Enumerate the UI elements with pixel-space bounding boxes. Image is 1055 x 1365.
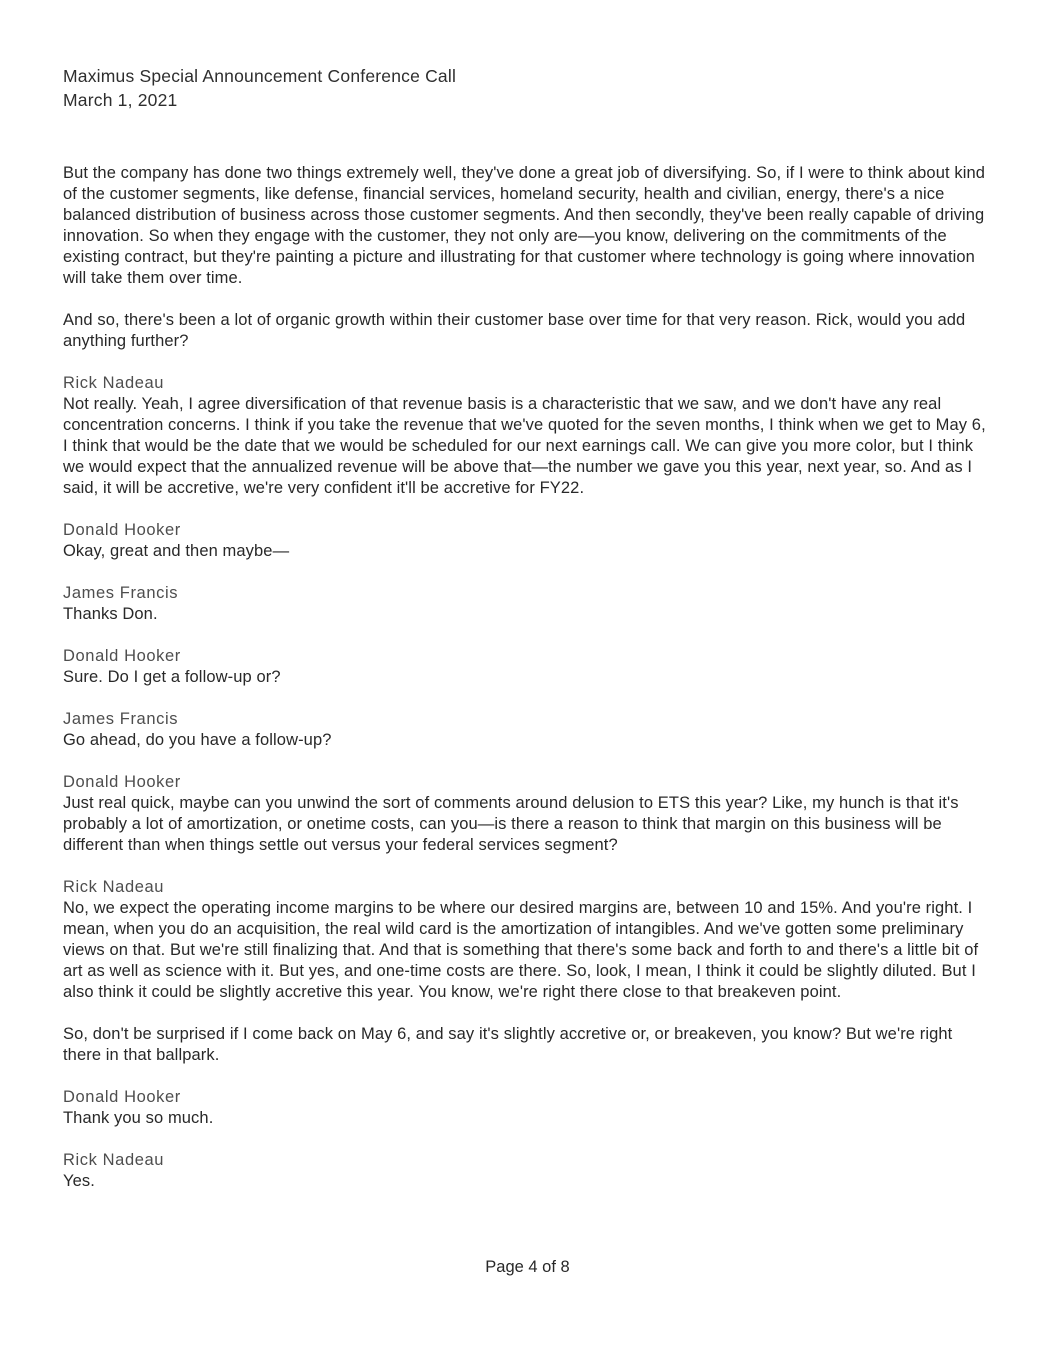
transcript-block xyxy=(63,646,992,688)
speech-paragraph: Okay, great and then maybe— xyxy=(63,542,290,560)
speech-paragraph: Thank you so much. xyxy=(63,1109,214,1127)
speech-paragraph: Yes. xyxy=(63,1172,95,1190)
transcript-block xyxy=(63,1087,992,1129)
speaker-name: Donald Hooker xyxy=(63,773,181,791)
speaker-name: Rick Nadeau xyxy=(63,374,165,392)
speaker-name: James Francis xyxy=(63,584,179,602)
speaker-name: Rick Nadeau xyxy=(63,878,165,896)
speech-paragraph: Thanks Don. xyxy=(63,605,158,623)
transcript-block xyxy=(63,772,992,856)
speaker-name: James Francis xyxy=(63,710,179,728)
speaker-name: Donald Hooker xyxy=(63,1088,181,1106)
speech-paragraph: Sure. Do I get a follow-up or? xyxy=(63,668,281,686)
transcript-block xyxy=(63,1150,992,1192)
speaker-name: Donald Hooker xyxy=(63,521,181,539)
document-title: Maximus Special Announcement Conference Call xyxy=(63,66,457,86)
document-header xyxy=(63,64,993,112)
speech-paragraph: So, don't be surprised if I come back on May 6, and say it's slightly accretive or, or breakeven, you know? But we're right there in that ballpark. xyxy=(63,1025,953,1064)
speech-paragraph: Go ahead, do you have a follow-up? xyxy=(63,731,332,749)
speech-paragraph: No, we expect the operating income margins to be where our desired margins are, between 10 and 15%. And you're right. I mean, when you do an acquisition, the real wild card is the amortization of intangibles. And we've gotten some preliminary views on that. But we're still finalizing that. And that is something that there's some back and forth to and there's a little bit of art as well as science with it. But yes, and one-time costs are there. So, look, I mean, I think it could be slightly diluted. But I also think it could be slightly accretive this year. You know, we're right there close to that breakeven point. xyxy=(63,899,979,1001)
speech-paragraph: And so, there's been a lot of organic growth within their customer base over time for that very reason. Rick, would you add anything further? xyxy=(63,311,966,350)
transcript-block xyxy=(63,520,992,562)
transcript-block xyxy=(63,373,992,499)
page-number: Page 4 of 8 xyxy=(485,1258,570,1276)
transcript-block xyxy=(63,877,992,1003)
transcript-block xyxy=(63,163,992,289)
transcript-block xyxy=(63,1024,992,1066)
speech-paragraph: Just real quick, maybe can you unwind the sort of comments around delusion to ETS this year? Like, my hunch is that it's probably a lot of amortization, or onetime costs, can you—is there a reason to think that margin on this business will be different than when things settle out versus your federal services segment? xyxy=(63,794,959,854)
speech-paragraph: But the company has done two things extremely well, they've done a great job of diversifying. So, if I were to think about kind of the customer segments, like defense, financial services, homeland security, health and civilian, energy, there's a nice balanced distribution of business across those customer segments. And then secondly, they've been really capable of driving innovation. So when they engage with the customer, they not only are—you know, delivering on the commitments of the existing contract, but they're painting a picture and illustrating for that customer where technology is going where innovation will take them over time. xyxy=(63,164,986,287)
speaker-name: Donald Hooker xyxy=(63,647,181,665)
transcript-block xyxy=(63,709,992,751)
document-date: March 1, 2021 xyxy=(63,90,178,110)
transcript-body xyxy=(63,163,992,1192)
transcript-block xyxy=(63,310,992,352)
speech-paragraph: Not really. Yeah, I agree diversification of that revenue basis is a characteristic that we saw, and we don't have any real concentration concerns. I think if you take the revenue that we've quoted for the seven months, I think when we get to May 6, I think that would be the date that we would be scheduled for our next earnings call. We can give you more color, but I think we would expect that the annualized revenue will be above that—the number we gave you this year, next year, so. And as I said, it will be accretive, we're very confident it'll be accretive for FY22. xyxy=(63,395,986,497)
transcript-block xyxy=(63,583,992,625)
speaker-name: Rick Nadeau xyxy=(63,1151,165,1169)
